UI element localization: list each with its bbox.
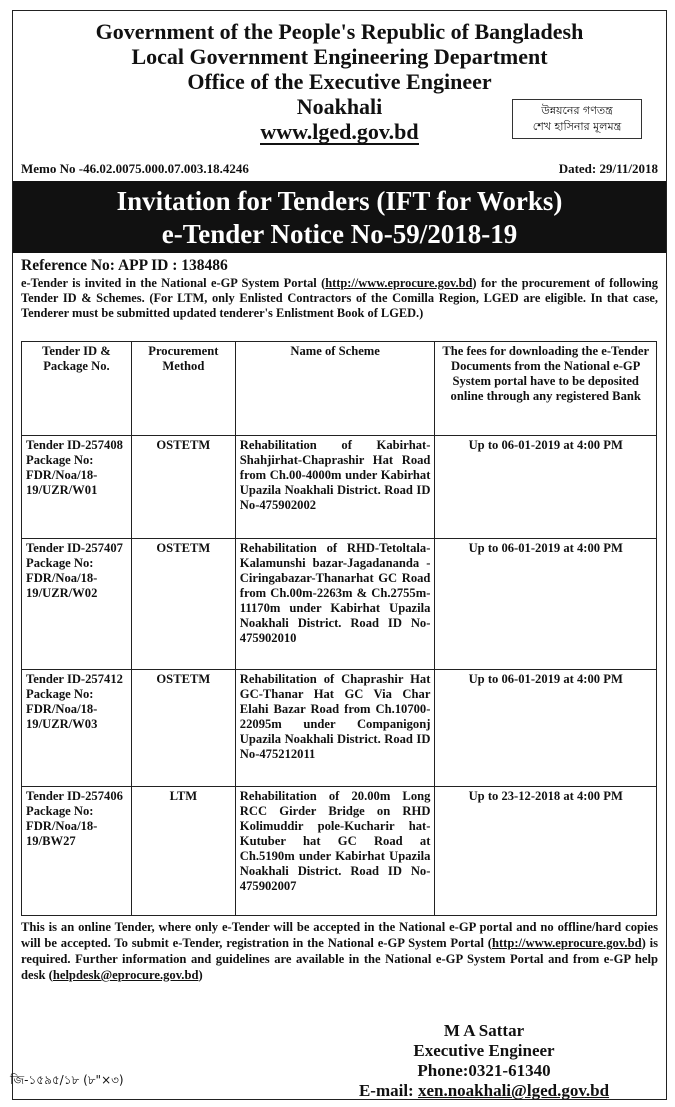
table-row	[22, 787, 657, 916]
intro-text-end: ) for the procurement of following Tender ID & Schemes. (For LTM, only Enlisted Contractors of the Comilla Region, LGED are eligible. In that case, Tenderer must be submitted updated tenderer's Enlistment Book of LGED.)	[21, 276, 659, 320]
cell-deadline: Up to 06-01-2019 at 4:00 PM	[435, 539, 657, 670]
header-line-government: Government of the People's Republic of Bangladesh	[95, 19, 584, 44]
header-procurement-method: Procurement Method	[131, 342, 235, 436]
banner-subtitle: e-Tender Notice No-59/2018-19	[161, 219, 518, 249]
memo-number: Memo No -46.02.0075.000.07.003.18.4246	[21, 161, 249, 176]
cell-deadline: Up to 23-12-2018 at 4:00 PM	[435, 787, 657, 916]
email-label: E-mail:	[358, 1081, 418, 1100]
reference-number: Reference No: APP ID : 138486	[21, 257, 228, 274]
footer-text-1: This is an online Tender, where only e-Tender will be accepted in the National e-GP portal and no offline/hard copies will be accepted. To submit e-Tender, registration in the National e-GP System Portal (	[21, 920, 658, 950]
footer-paragraph	[21, 919, 658, 983]
table-header-row	[22, 342, 657, 436]
table-row	[22, 436, 657, 539]
notice-frame	[12, 10, 667, 1100]
cell-method: OSTETM	[131, 539, 235, 670]
cell-method: LTM	[131, 787, 235, 916]
signature-block	[314, 1021, 654, 1101]
memo-row	[21, 161, 658, 177]
motto-line-1: উন্নয়নের গণতন্ত্র	[541, 104, 613, 117]
footer-text-2: ) is required. Further information and guidelines are available in the National e-GP System Portal and from e-GP help desk (	[21, 936, 658, 982]
header-tender-id: Tender ID & Package No.	[22, 342, 132, 436]
signatory-phone: Phone:0321-61340	[417, 1061, 551, 1080]
cell-scheme: Rehabilitation of Chaprashir Hat GC-Thanar Hat GC Via Char Elahi Bazar Road from Ch.10700-22095m under Companigonj Upazila Noakhali District. Road ID No-475212011	[235, 670, 435, 787]
cell-scheme: Rehabilitation of 20.00m Long RCC Girder Bridge on RHD Kolimuddir pole-Kucharir hat-Kutuber hat GC Road at Ch.5190m under Kabirhat Upazila Noakhali District. Road ID No-475902007	[235, 787, 435, 916]
table-row	[22, 670, 657, 787]
tender-banner	[13, 181, 666, 253]
cell-tender-id: Tender ID-257408 Package No: FDR/Noa/18-19/UZR/W01	[22, 436, 132, 539]
signatory-title: Executive Engineer	[413, 1041, 555, 1060]
intro-text-start: e-Tender is invited in the National e-GP System Portal (	[21, 276, 326, 290]
motto-box	[512, 99, 642, 139]
banner-title: Invitation for Tenders (IFT for Works)	[116, 186, 563, 216]
cell-scheme: Rehabilitation of RHD-Tetoltala-Kalamunshi bazar-Jagadananda -Ciringabazar-Thanarhat GC Road from Ch.00m-2263m & Ch.2755m-11170m under Kabirhat Upazila Noakhali District. Road ID No-475902010	[235, 539, 435, 670]
eprocure-link-footer[interactable]: http://www.eprocure.gov.bd	[491, 936, 642, 950]
cell-method: OSTETM	[131, 436, 235, 539]
header-scheme-name: Name of Scheme	[235, 342, 435, 436]
table-row	[22, 539, 657, 670]
footer-text-3: )	[198, 968, 203, 982]
publication-code: জি-১৫৯৫/১৮ (৮"×৩)	[10, 1073, 124, 1087]
header-line-office: Office of the Executive Engineer	[187, 69, 492, 94]
eprocure-link[interactable]: http://www.eprocure.gov.bd	[325, 276, 473, 290]
website-link[interactable]: www.lged.gov.bd	[260, 119, 419, 144]
header-line-department: Local Government Engineering Department	[131, 44, 548, 69]
memo-date: Dated: 29/11/2018	[558, 161, 658, 176]
cell-tender-id: Tender ID-257412 Package No: FDR/Noa/18-19/UZR/W03	[22, 670, 132, 787]
signatory-name: M A Sattar	[443, 1021, 525, 1040]
cell-method: OSTETM	[131, 670, 235, 787]
tender-table	[21, 341, 657, 916]
cell-tender-id: Tender ID-257407 Package No: FDR/Noa/18-19/UZR/W02	[22, 539, 132, 670]
intro-paragraph	[21, 276, 658, 321]
cell-deadline: Up to 06-01-2019 at 4:00 PM	[435, 436, 657, 539]
signatory-email-link[interactable]: xen.noakhali@lged.gov.bd	[417, 1081, 610, 1100]
cell-tender-id: Tender ID-257406 Package No: FDR/Noa/18-19/BW27	[22, 787, 132, 916]
helpdesk-email-link[interactable]: helpdesk@eprocure.gov.bd	[52, 968, 199, 982]
header-fees: The fees for downloading the e-Tender Documents from the National e-GP System portal have to be deposited online through any registered Bank	[435, 342, 657, 436]
motto-line-2: শেখ হাসিনার মূলমন্ত্র	[532, 120, 622, 133]
cell-deadline: Up to 06-01-2019 at 4:00 PM	[435, 670, 657, 787]
header-line-district: Noakhali	[296, 94, 383, 119]
cell-scheme: Rehabilitation of Kabirhat-Shahjirhat-Chaprashir Hat Road from Ch.00-4000m under Kabirhat Upazila Noakhali District. Road ID No-475902002	[235, 436, 435, 539]
